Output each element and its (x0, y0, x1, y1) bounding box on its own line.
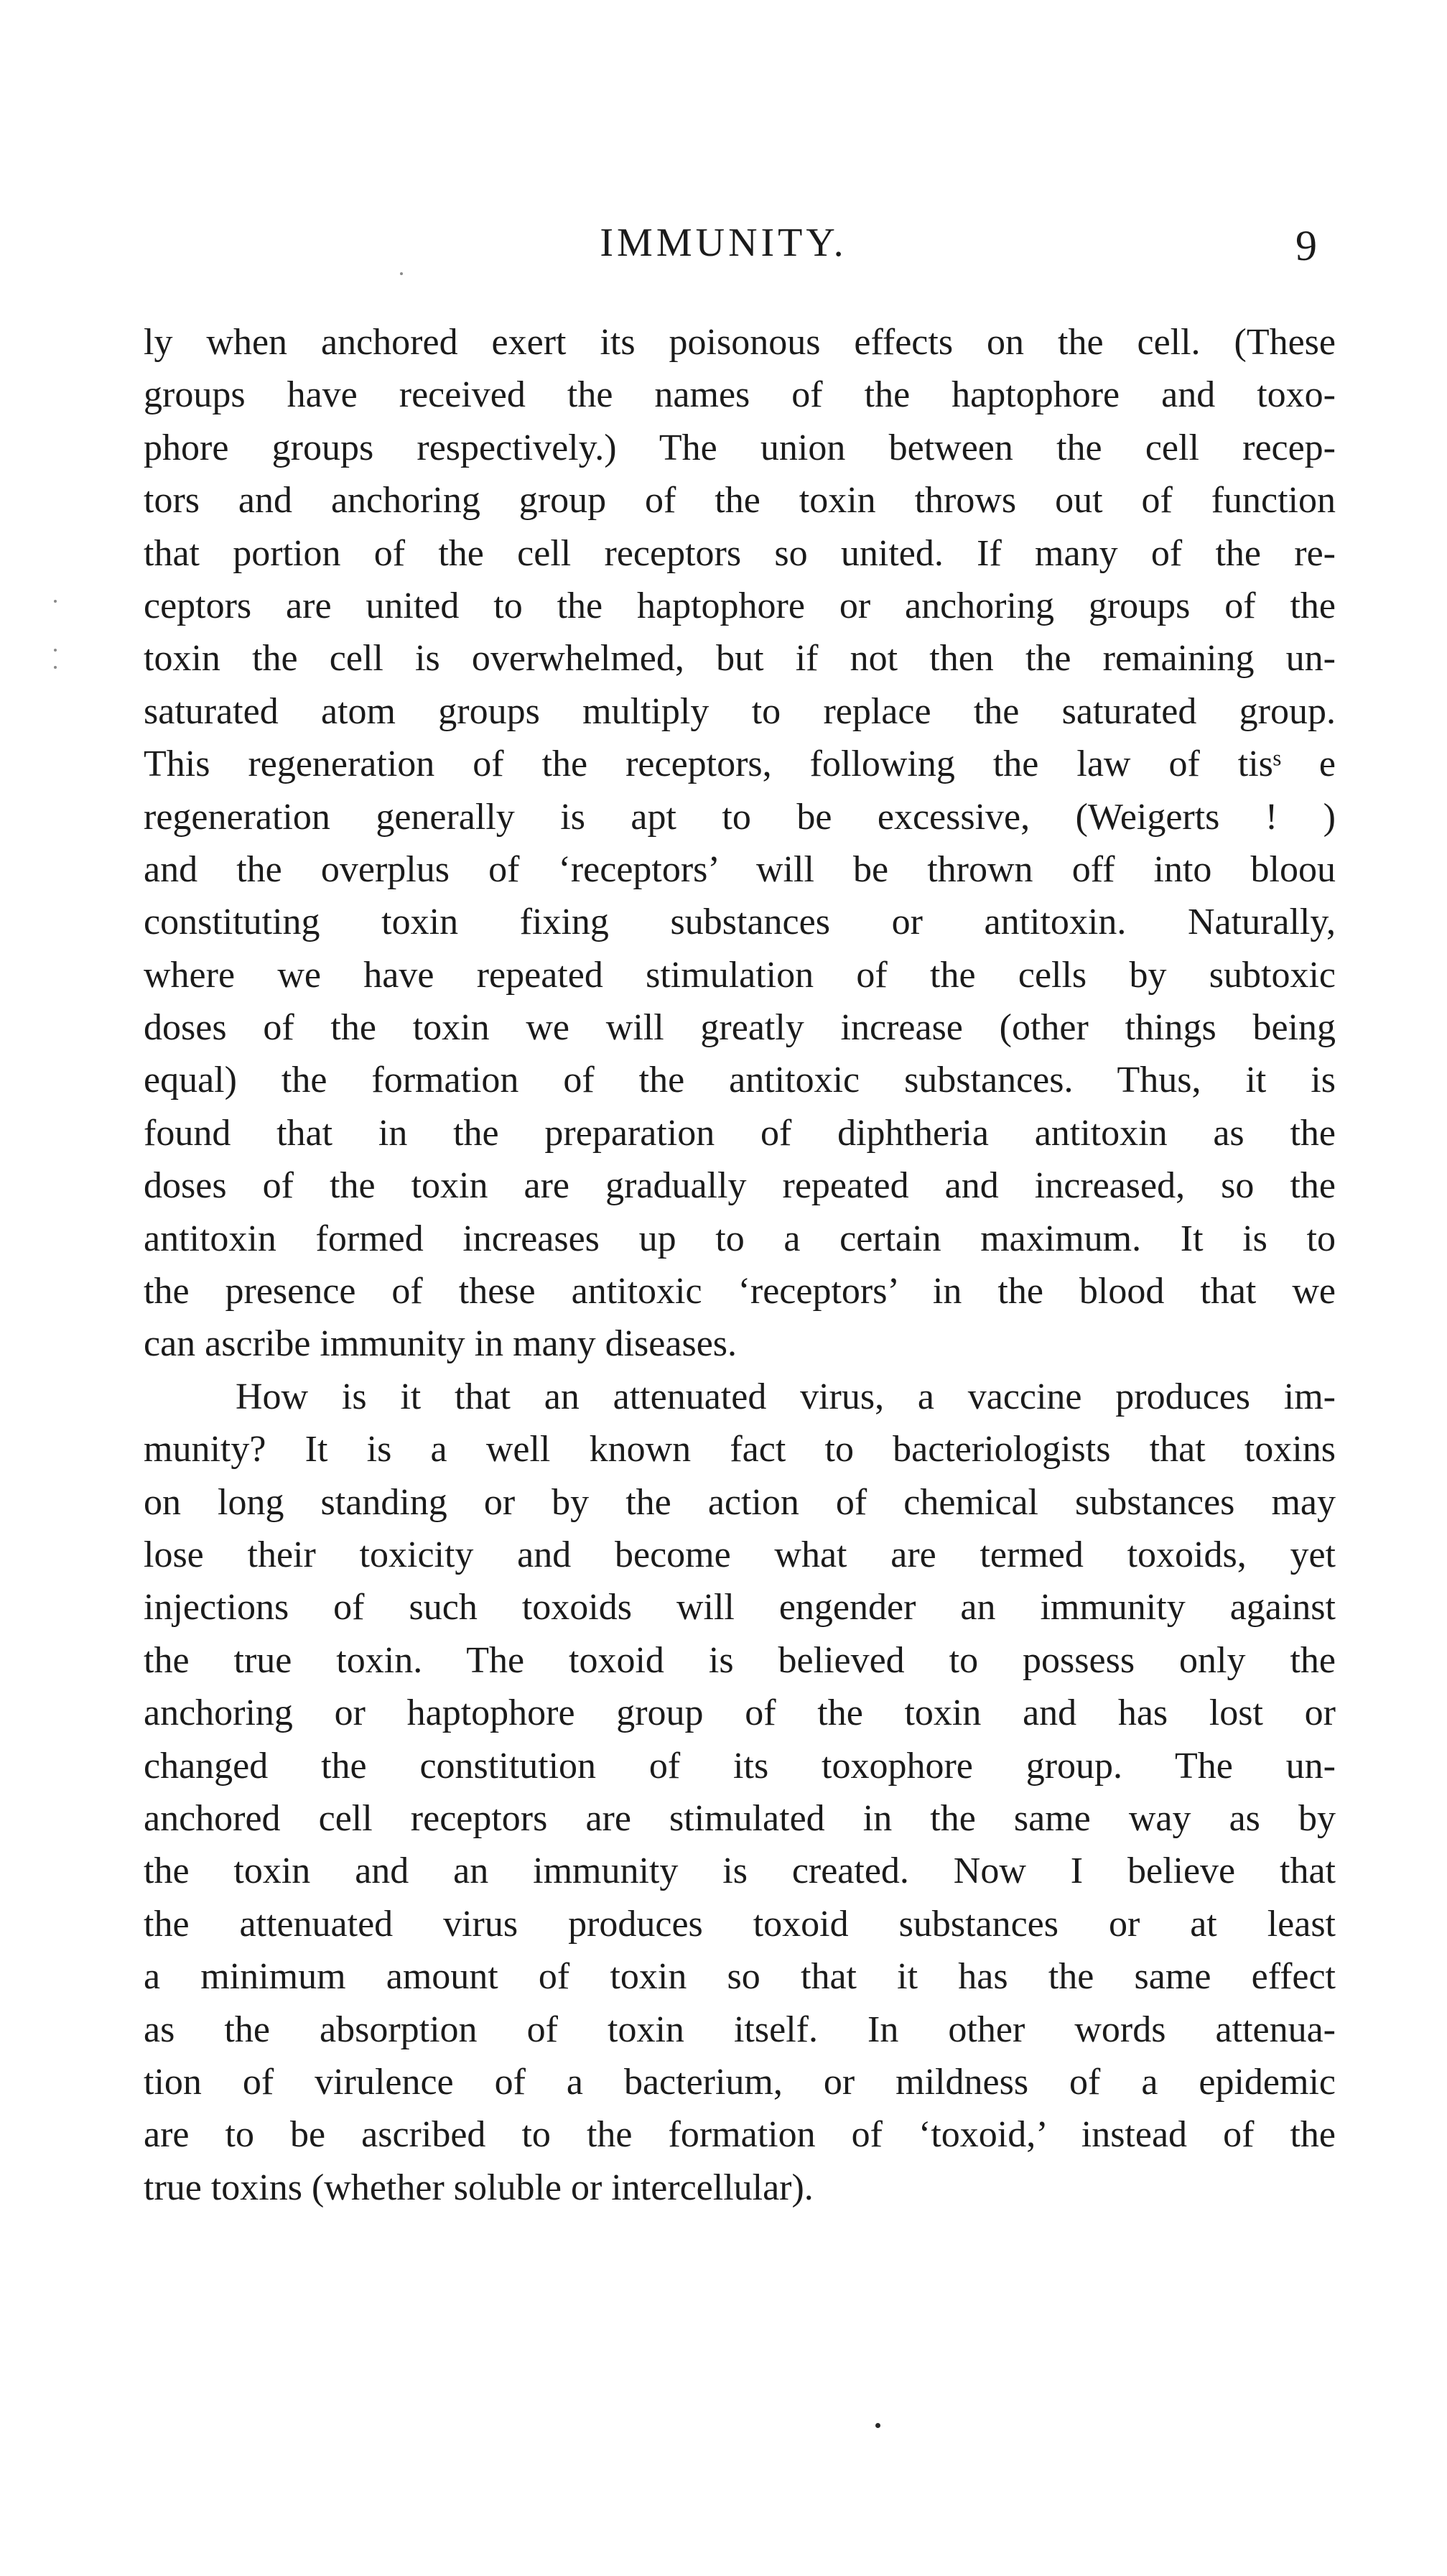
page-number: 9 (1295, 222, 1317, 269)
paragraph-first-line: How is it that an attenuated virus, a vaccine produces im- (236, 1376, 1336, 1417)
text-line: the presence of these antitoxic ‘receptors’ in the blood that we (144, 1271, 1336, 1312)
text-line: groups have received the names of the haptophore and toxo- (144, 374, 1336, 416)
running-title: IMMUNITY. (600, 221, 847, 265)
text-line: the toxin and an immunity is created. Now I believe that (144, 1850, 1336, 1892)
text-line: antitoxin formed increases up to a certain maximum. It is to (144, 1218, 1336, 1259)
text-line: the attenuated virus produces toxoid substances or at least (144, 1903, 1336, 1945)
text-line: that portion of the cell receptors so united. If many of the re- (144, 532, 1336, 574)
text-line: toxin the cell is overwhelmed, but if not then the remaining un- (144, 638, 1336, 680)
text-line: injections of such toxoids will engender an immunity against (144, 1587, 1336, 1628)
text-line: This regeneration of the receptors, following the law of tisˢ e (144, 743, 1336, 785)
text-line: changed the constitution of its toxophore group. The un- (144, 1745, 1336, 1787)
text-line: as the absorption of toxin itself. In other words attenua- (144, 2009, 1336, 2050)
print-speck (54, 600, 57, 603)
running-head (0, 216, 1447, 273)
paragraph-last-line: can ascribe immunity in many diseases. (144, 1323, 738, 1365)
text-line: ceptors are united to the haptophore or anchoring groups of the (144, 585, 1336, 626)
text-line: phore groups respectively.) The union between the cell recep- (144, 427, 1336, 468)
text-line: anchored cell receptors are stimulated in the same way as by (144, 1797, 1336, 1839)
text-line: doses of the toxin we will greatly increase (other things being (144, 1007, 1336, 1049)
page-end-mark (875, 2423, 880, 2428)
text-line: lose their toxicity and become what are termed toxoids, yet (144, 1534, 1336, 1575)
text-line: equal) the formation of the antitoxic substances. Thus, it is (144, 1060, 1336, 1101)
text-line: constituting toxin fixing substances or antitoxin. Naturally, (144, 902, 1336, 943)
text-line: are to be ascribed to the formation of ‘toxoid,’ instead of the (144, 2114, 1336, 2156)
text-line: and the overplus of ‘receptors’ will be thrown off into bloou (144, 848, 1336, 890)
print-speck (54, 649, 57, 652)
print-speck (400, 272, 403, 275)
text-line: a minimum amount of toxin so that it has the same effect (144, 1956, 1336, 1998)
print-speck (54, 666, 57, 669)
text-line: regeneration generally is apt to be excessive, (Weigerts ! ) (144, 796, 1336, 838)
text-line: anchoring or haptophore group of the toxin and has lost or (144, 1692, 1336, 1734)
text-line: on long standing or by the action of chemical substances may (144, 1481, 1336, 1523)
text-line: tors and anchoring group of the toxin throws out of function (144, 480, 1336, 522)
text-line: doses of the toxin are gradually repeated and increased, so the (144, 1165, 1336, 1207)
text-line: found that in the preparation of diphtheria antitoxin as the (144, 1112, 1336, 1154)
text-line: the true toxin. The toxoid is believed to possess only the (144, 1639, 1336, 1681)
paragraph-last-line: true toxins (whether soluble or intercellular). (144, 2167, 814, 2208)
text-line: where we have repeated stimulation of the cells by subtoxic (144, 954, 1336, 996)
text-line: saturated atom groups multiply to replace the saturated group. (144, 690, 1336, 732)
body-text (144, 316, 1336, 2214)
text-line: ly when anchored exert its poisonous effects on the cell. (These (144, 322, 1336, 363)
text-line: tion of virulence of a bacterium, or mildness of a epidemic (144, 2061, 1336, 2103)
text-line: munity? It is a well known fact to bacteriologists that toxins (144, 1429, 1336, 1470)
